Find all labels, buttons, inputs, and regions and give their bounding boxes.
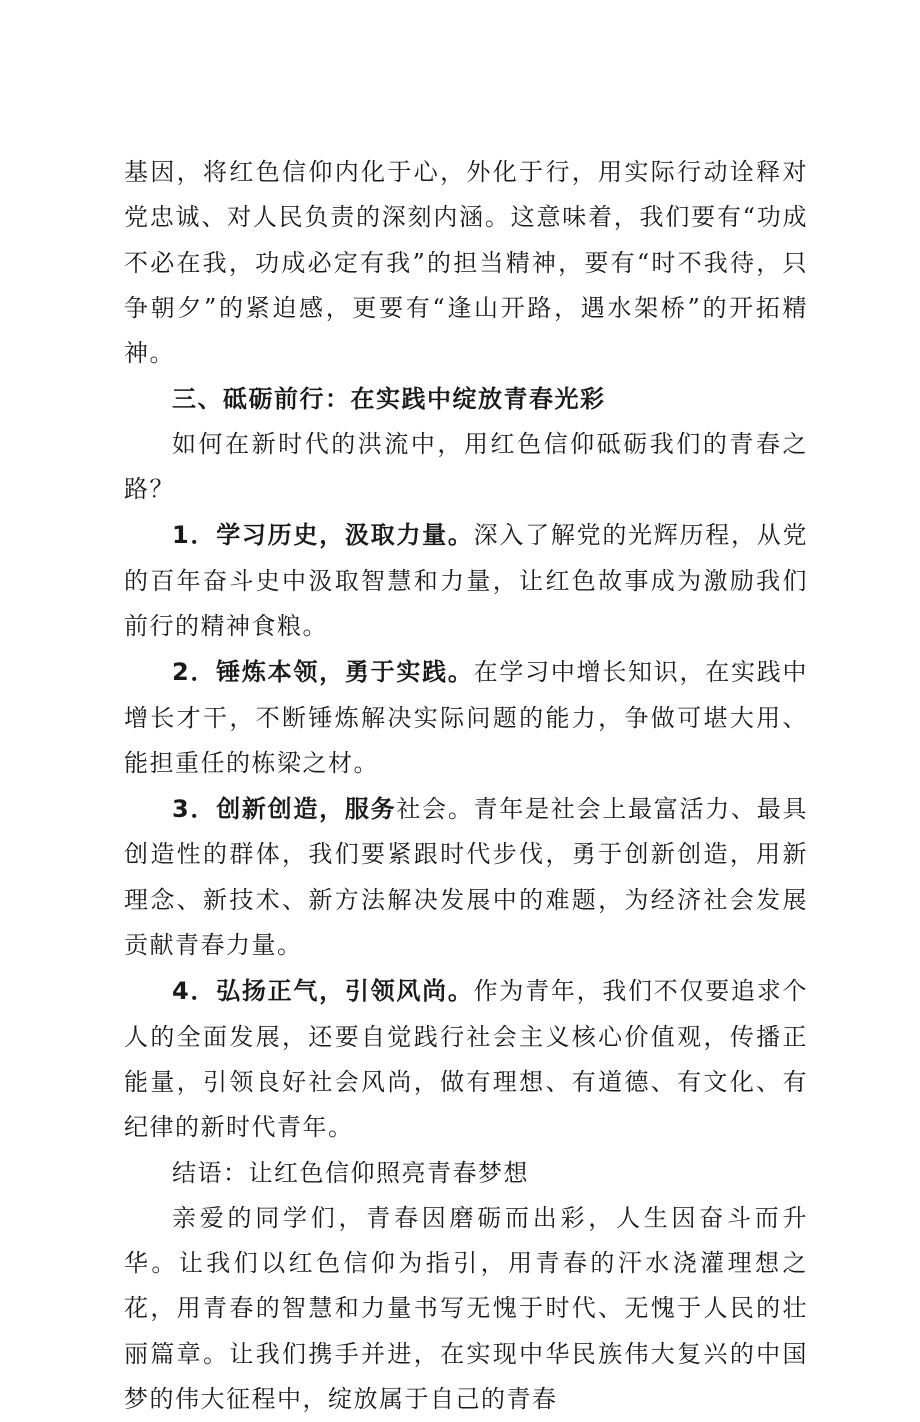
list-item-4: [124, 968, 808, 1150]
list-item-3: [124, 786, 808, 968]
conclusion-heading: 结语：让红色信仰照亮青春梦想: [172, 1158, 529, 1187]
list-item-number: 2．: [172, 658, 217, 687]
section-3-intro: 如何在新时代的洪流中，用红色信仰砥砺我们的青春之路？: [124, 429, 808, 504]
list-item-number: 4．: [172, 977, 217, 1006]
document-page: [124, 150, 808, 1422]
list-item-lead: 弘扬正气，引领风尚。: [216, 976, 474, 1006]
list-item-lead: 学习历史，汲取力量。: [216, 520, 474, 550]
list-item-1: [124, 512, 808, 649]
list-item-body: 深入了解党的光辉历程，从党的百年奋斗史中汲取智慧和力量，让红色故事成为激励我们前行的精神食粮。: [124, 521, 809, 640]
list-item-lead: 锤炼本领，勇于实践。: [216, 657, 474, 687]
list-item-number: 1．: [172, 521, 217, 550]
list-item-lead: 创新创造，服务: [216, 794, 397, 824]
conclusion-body: 亲爱的同学们，青春因磨砺而出彩，人生因奋斗而升华。让我们以红色信仰为指引，用青春的汗水浇灌理想之花，用青春的智慧和力量书写无愧于时代、无愧于人民的壮丽篇章。让我们携手并进，在实现中华民族伟大复兴的中国梦的伟大征程中，绽放属于自己的青春: [124, 1203, 808, 1414]
list-item-2: [124, 649, 808, 786]
list-item-body: 在学习中增长知识，在实践中增长才干，不断锤炼解决实际问题的能力，争做可堪大用、能担重任的栋梁之材。: [124, 658, 809, 777]
section-3-heading: 三、砥砺前行：在实践中绽放青春光彩: [172, 384, 606, 414]
list-item-body: 作为青年，我们不仅要追求个人的全面发展，还要自觉践行社会主义核心价值观，传播正能量，引领良好社会风尚，做有理想、有道德、有文化、有纪律的新时代青年。: [124, 977, 809, 1142]
list-item-body: 社会。青年是社会上最富活力、最具创造性的群体，我们要紧跟时代步伐，勇于创新创造，用新理念、新技术、新方法解决发展中的难题，为经济社会发展贡献青春力量。: [124, 795, 809, 960]
list-item-number: 3．: [172, 795, 217, 824]
paragraph-continuation: 基因，将红色信仰内化于心，外化于行，用实际行动诠释对党忠诚、对人民负责的深刻内涵。这意味着，我们要有“功成不必在我，功成必定有我”的担当精神，要有“时不我待，只争朝夕”的紧迫感，更要有“逢山开路，遇水架桥”的开拓精神。: [124, 158, 808, 368]
